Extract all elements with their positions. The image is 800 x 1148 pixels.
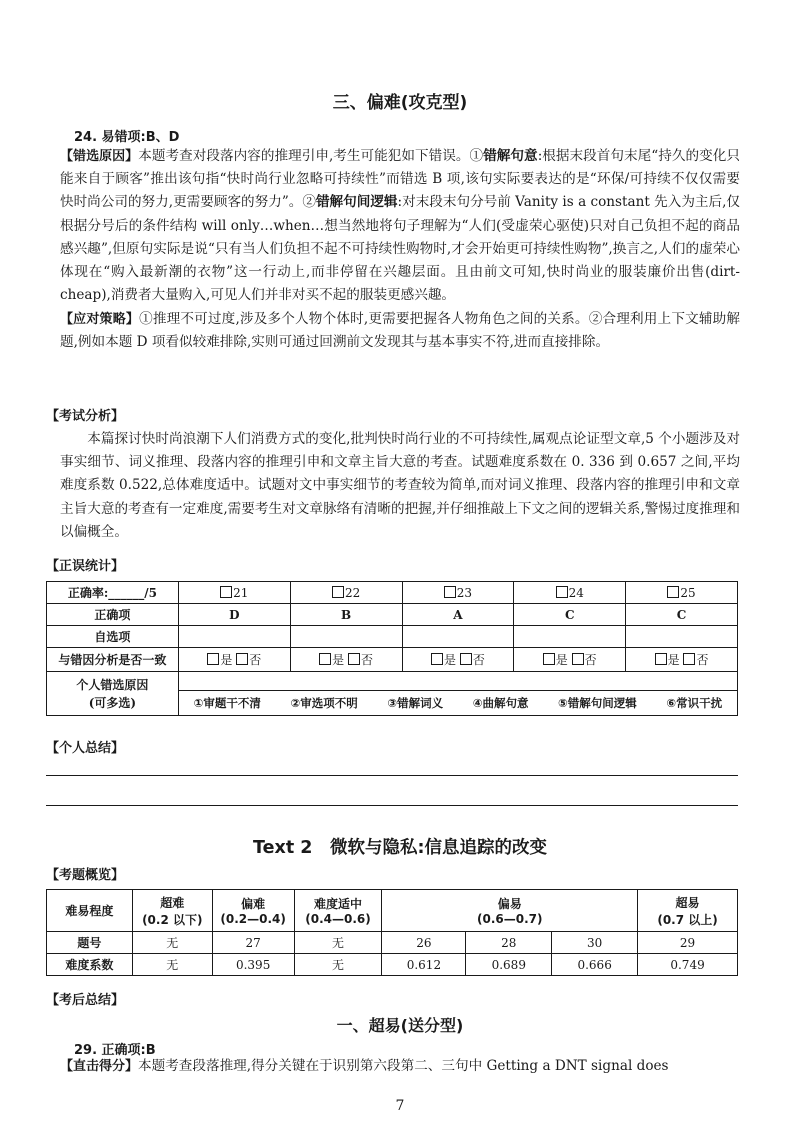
summary-line-1[interactable]: [46, 775, 738, 776]
overview-header: 【考题概览】: [46, 868, 125, 883]
match-25[interactable]: 是 否: [626, 648, 738, 672]
qnum-label: 题号: [47, 932, 133, 954]
reason-6[interactable]: ⑥常识干扰: [666, 696, 723, 710]
accuracy-cell: 正确率:______/5: [47, 582, 179, 604]
q25-checkbox-cell[interactable]: 25: [626, 582, 738, 604]
section-title: 三、偏难(攻克型): [332, 93, 468, 113]
after-exam-header: 【考后总结】: [46, 993, 125, 1008]
stats-table: [46, 581, 738, 716]
q22-checkbox-cell[interactable]: 22: [290, 582, 402, 604]
self-25[interactable]: [626, 626, 738, 648]
diff-label: 难易程度: [47, 890, 133, 932]
reason-2[interactable]: ②审选项不明: [290, 696, 358, 710]
direct-score-text: 本题考查段落推理,得分关键在于识别第六段第二、三句中 Getting a DNT signal does: [138, 1058, 669, 1074]
reason-1[interactable]: ①审题干不清: [193, 696, 261, 710]
error-reason-text-2: :根据末段首句末尾“持久的变化只能来自于顾客”推出该句指“快时尚行业忽略可持续性”而错选 B 项,该句实际要表达的是“环保/可持续不仅仅需要快时尚公司的努力,更需要顾客的努力”。②: [60, 148, 740, 211]
coef-label: 难度系数: [47, 954, 133, 976]
checkbox[interactable]: [332, 586, 344, 598]
direct-score-tag: 【直击得分】: [60, 1059, 139, 1074]
personal-reasons: [178, 672, 737, 716]
qnum-cell: 28: [466, 932, 552, 954]
match-21[interactable]: 是 否: [178, 648, 290, 672]
item-24-heading: 24. 易错项:B、D: [74, 130, 180, 145]
personal-label: 个人错选原因 (可多选): [47, 672, 179, 716]
coef-cell: 0.666: [552, 954, 638, 976]
reason-3[interactable]: ③错解词义: [387, 696, 444, 710]
coef-cell: 0.395: [212, 954, 294, 976]
q23-checkbox-cell[interactable]: 23: [402, 582, 514, 604]
coef-cell: 0.689: [466, 954, 552, 976]
coef-cell: 无: [132, 954, 212, 976]
qnum-cell: 29: [638, 932, 738, 954]
summary-line-2[interactable]: [46, 805, 738, 806]
strategy-tag: 【应对策略】: [60, 312, 140, 327]
qnum-cell: 30: [552, 932, 638, 954]
error-reason-bold-1: 错解句意: [483, 148, 538, 164]
answer-23: A: [402, 604, 514, 626]
match-24[interactable]: 是 否: [514, 648, 626, 672]
analysis-paragraph: 本篇探讨快时尚浪潮下人们消费方式的变化,批判快时尚行业的不可持续性,属观点论证型文章,5 个小题涉及对事实细节、词义推理、段落内容的推理引申和文章主旨大意的考查。试题难度系数在 0. 336 到 0.657 之间,平均难度系数 0.522,总体难度适中。试题对文中事实细节的考查较为简单,而对词义推理、段落内容的推理引申和文章主旨大意的考查有一定难度,需要考生对文章脉络有清晰的把握,并仔细推敲上下文之间的逻辑关系,警惕过度推理和以偏概全。: [60, 431, 740, 540]
self-24[interactable]: [514, 626, 626, 648]
error-reason-tag: 【错选原因】: [60, 149, 139, 164]
overview-table: [46, 889, 738, 976]
self-21[interactable]: [178, 626, 290, 648]
error-reason-text-3: :对末段末句分号前 Vanity is a constant 先入为主后,仅根据分号后的条件结构 will only…when…想当然地将句子理解为“人们(受虚荣心驱使)只对自己负担不起的商品感兴趣”,但原句实际是说“只有当人们负担不起不可持续性购物时,才会开始更可持续性购物”,换言之,人们的虚荣心体现在“购入最新潮的衣物”这一行动上,而非停留在兴趣层面。且由前文可知,快时尚业的服装廉价出售(dirt-cheap),消费者大量购入,可见人们并非对买不起的服装更感兴趣。: [60, 194, 741, 304]
qnum-cell: 27: [212, 932, 294, 954]
level-super-easy: 超易 (0.7 以上): [638, 890, 738, 932]
level-easy: 偏易 (0.6—0.7): [382, 890, 638, 932]
level-hard: 偏难 (0.2—0.4): [212, 890, 294, 932]
q24-checkbox-cell[interactable]: 24: [514, 582, 626, 604]
analysis-header: 【考试分析】: [46, 409, 125, 424]
error-reason-bold-2: 错解句间逻辑: [315, 194, 398, 211]
answer-22: B: [290, 604, 402, 626]
section1-title: 一、超易(送分型): [336, 1016, 464, 1035]
match-22[interactable]: 是 否: [290, 648, 402, 672]
answer-21: D: [178, 604, 290, 626]
strategy-paragraph: [60, 308, 740, 354]
match-label: 与错因分析是否一致: [47, 648, 179, 672]
coef-cell: 0.749: [638, 954, 738, 976]
reason-4[interactable]: ④曲解句意: [472, 696, 529, 710]
summary-header: 【个人总结】: [46, 741, 125, 756]
strategy-text: ①推理不可过度,涉及多个人物个体时,更需要把握各人物角色之间的关系。②合理利用上下文辅助解题,例如本题 D 项看似较难排除,实则可通过回溯前文发现其与基本事实不符,进而直接排除。: [60, 311, 740, 351]
qnum-cell: 26: [382, 932, 466, 954]
checkbox[interactable]: [556, 586, 568, 598]
qnum-cell: 无: [294, 932, 382, 954]
text2-title: Text 2 微软与隐私:信息追踪的改变: [253, 838, 547, 858]
answer-24: C: [514, 604, 626, 626]
checkbox[interactable]: [444, 586, 456, 598]
page-number: 7: [395, 1098, 405, 1114]
correct-label: 正确项: [47, 604, 179, 626]
self-23[interactable]: [402, 626, 514, 648]
self-22[interactable]: [290, 626, 402, 648]
error-reason-text-1: 本题考查对段落内容的推理引申,考生可能犯如下错误。①: [138, 148, 484, 164]
qnum-cell: 无: [132, 932, 212, 954]
item-29-heading: 29. 正确项:B: [74, 1043, 156, 1058]
accuracy-blank[interactable]: ______: [108, 586, 145, 600]
direct-score-paragraph: [60, 1055, 740, 1078]
reason-5[interactable]: ⑤错解句间逻辑: [558, 696, 637, 710]
coef-cell: 无: [294, 954, 382, 976]
coef-cell: 0.612: [382, 954, 466, 976]
self-label: 自选项: [47, 626, 179, 648]
answer-25: C: [626, 604, 738, 626]
match-23[interactable]: 是 否: [402, 648, 514, 672]
stats-header: 【正误统计】: [46, 559, 125, 574]
q21-checkbox-cell[interactable]: 21: [178, 582, 290, 604]
error-reason-paragraph: [60, 145, 740, 307]
level-super-hard: 超难 (0.2 以下): [132, 890, 212, 932]
checkbox[interactable]: [667, 586, 679, 598]
checkbox[interactable]: [220, 586, 232, 598]
level-medium: 难度适中 (0.4—0.6): [294, 890, 382, 932]
